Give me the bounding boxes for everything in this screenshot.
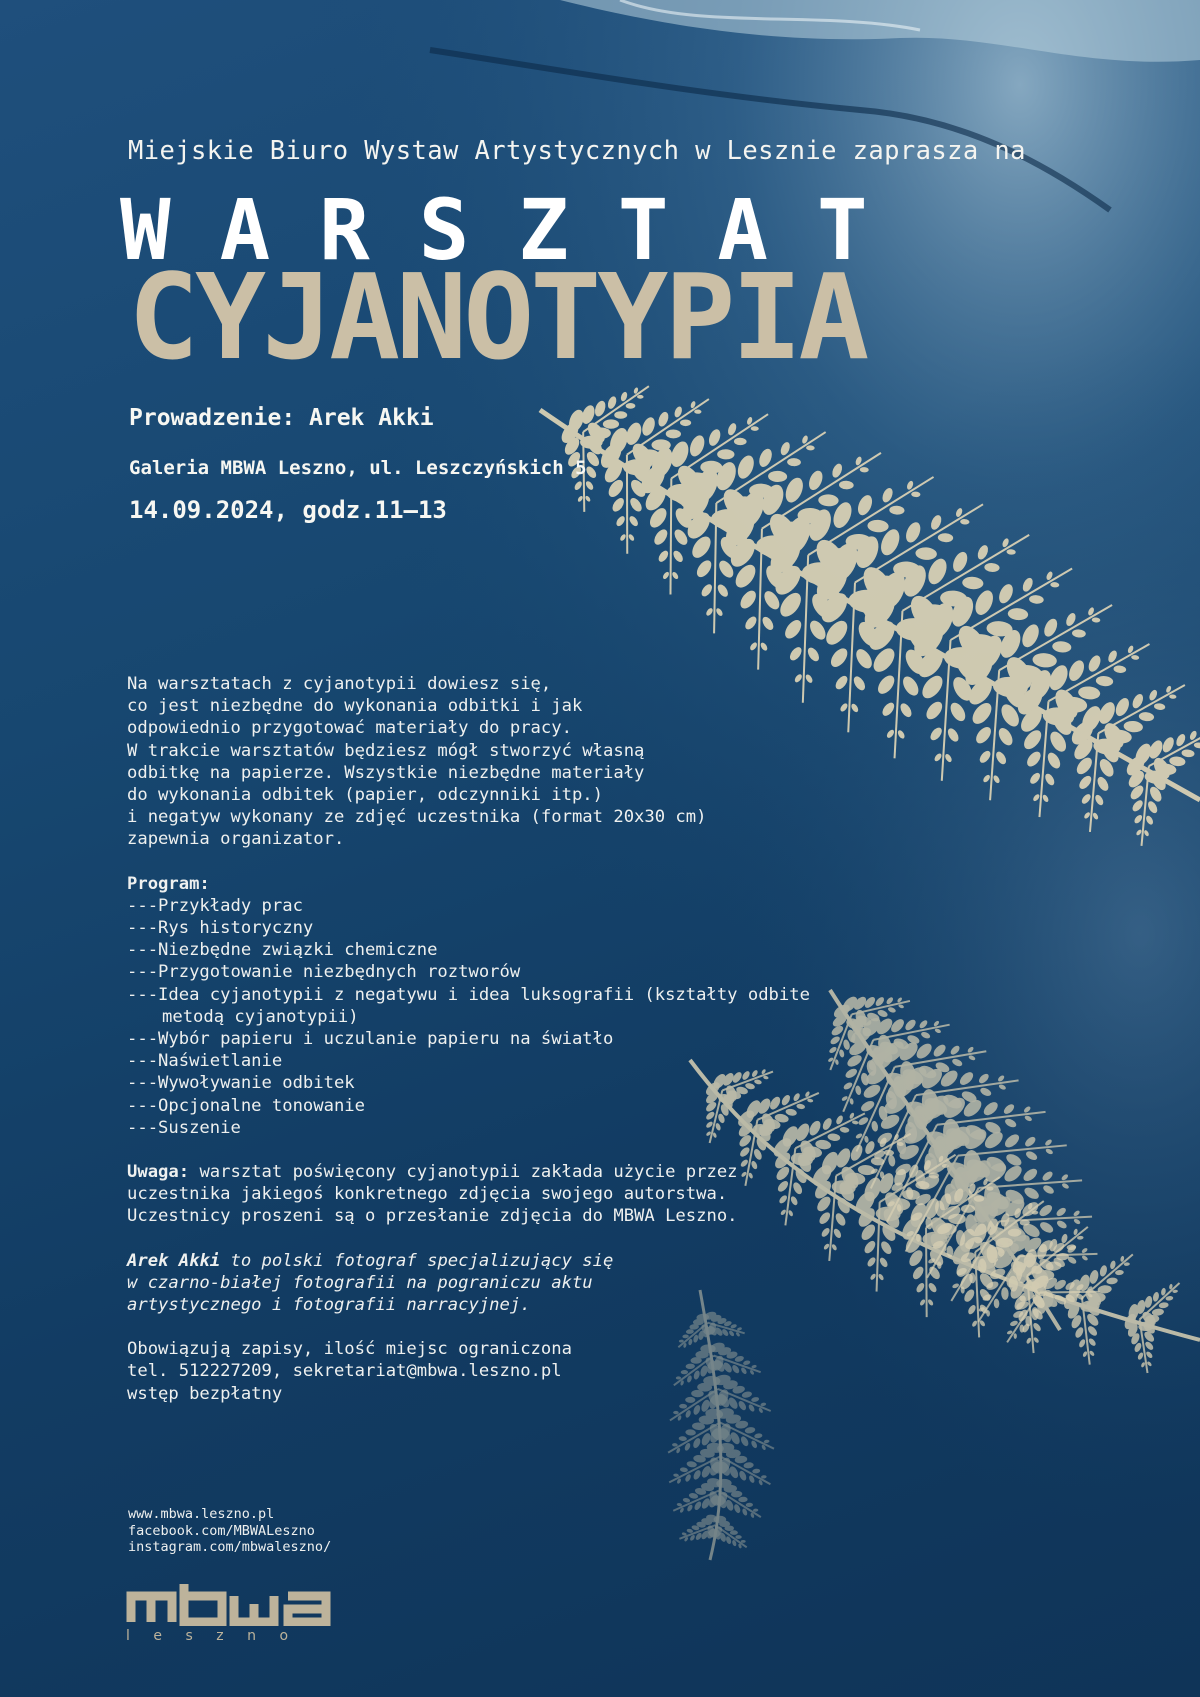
program-item: ---Niezbędne związki chemiczne (127, 940, 438, 961)
registration-line: Obowiązują zapisy, ilość miejsc ograniczona (127, 1339, 572, 1360)
note (127, 1161, 827, 1183)
workshop-subtitle: CYJANOTYPIA (128, 248, 866, 386)
description (127, 673, 827, 851)
program-item: ---Rys historyczny (127, 918, 314, 939)
poster-body (127, 673, 827, 1405)
mbwa-logo-mark (126, 1582, 336, 1626)
note-line: uczestnika jakiegoś konkretnego zdjęcia swojego autorstwa. (127, 1184, 728, 1205)
program-item: ---Naświetlanie (127, 1051, 283, 1072)
bio-name: Arek Akki (127, 1250, 221, 1271)
description-line: i negatyw wykonany ze zdjęć uczestnika (format 20x30 cm) (127, 807, 707, 828)
description-line: do wykonania odbitek (papier, odczynniki itp.) (127, 785, 603, 806)
instagram-link[interactable]: instagram.com/mbwaleszno/ (128, 1539, 332, 1555)
program-item: ---Wybór papieru i uczulanie papieru na światło (127, 1029, 614, 1050)
registration-contact: tel. 512227209, sekretariat@mbwa.leszno.pl (127, 1361, 562, 1382)
venue: Galeria MBWA Leszno, ul. Leszczyńskich 5 (129, 457, 587, 479)
program-heading: Program: (127, 873, 210, 894)
bio (127, 1250, 827, 1272)
program-list (127, 895, 827, 1139)
description-line: Na warsztatach z cyjanotypii dowiesz się, (127, 674, 552, 694)
logo-city: leszno (126, 1628, 312, 1644)
instructor: Prowadzenie: Arek Akki (129, 405, 434, 431)
description-line: odbitkę na papierze. Wszystkie niezbędne materiały (127, 762, 645, 783)
program-item: ---Opcjonalne tonowanie (127, 1095, 365, 1116)
description-line: zapewnia organizator. (127, 829, 345, 850)
bio-text: to polski fotograf specjalizujący się (220, 1250, 614, 1271)
bio-line: w czarno-białej fotografii na pograniczu aktu (127, 1272, 593, 1293)
mbwa-logo (126, 1582, 336, 1654)
note-label: Uwaga: (127, 1162, 190, 1183)
website-link[interactable]: www.mbwa.leszno.pl (128, 1506, 275, 1522)
note-text: warsztat poświęcony cyjanotypii zakłada użycie przez (189, 1162, 738, 1183)
description-line: co jest niezbędne do wykonania odbitki i jak (127, 696, 583, 717)
program-item: ---Przygotowanie niezbędnych roztworów (127, 962, 521, 983)
invite-line: Miejskie Biuro Wystaw Artystycznych w Lesznie zaprasza na (128, 136, 1026, 166)
facebook-link[interactable]: facebook.com/MBWALeszno (128, 1522, 315, 1539)
note-line: Uczestnicy proszeni są o przesłanie zdjęcia do MBWA Leszno. (127, 1206, 738, 1227)
program-item: ---Suszenie (127, 1117, 241, 1138)
program-item: ---Przykłady prac (127, 895, 303, 916)
workshop-title: WARSZTAT (120, 181, 917, 279)
bio-line: artystycznego i fotografii narracyjnej. (127, 1295, 531, 1316)
admission-free: wstęp bezpłatny (127, 1383, 283, 1404)
description-line: odpowiednio przygotować materiały do pracy. (127, 718, 572, 739)
program-item: ---Wywoływanie odbitek (127, 1073, 355, 1094)
program-item: ---Idea cyjanotypii z negatywu i idea luksografii (kształty odbite metodą cyjanotypii) (127, 984, 810, 1027)
description-line: W trakcie warsztatów będziesz mógł stworzyć własną (127, 740, 645, 761)
web-links (128, 1506, 331, 1556)
event-date: 14.09.2024, godz.11–13 (129, 496, 447, 524)
